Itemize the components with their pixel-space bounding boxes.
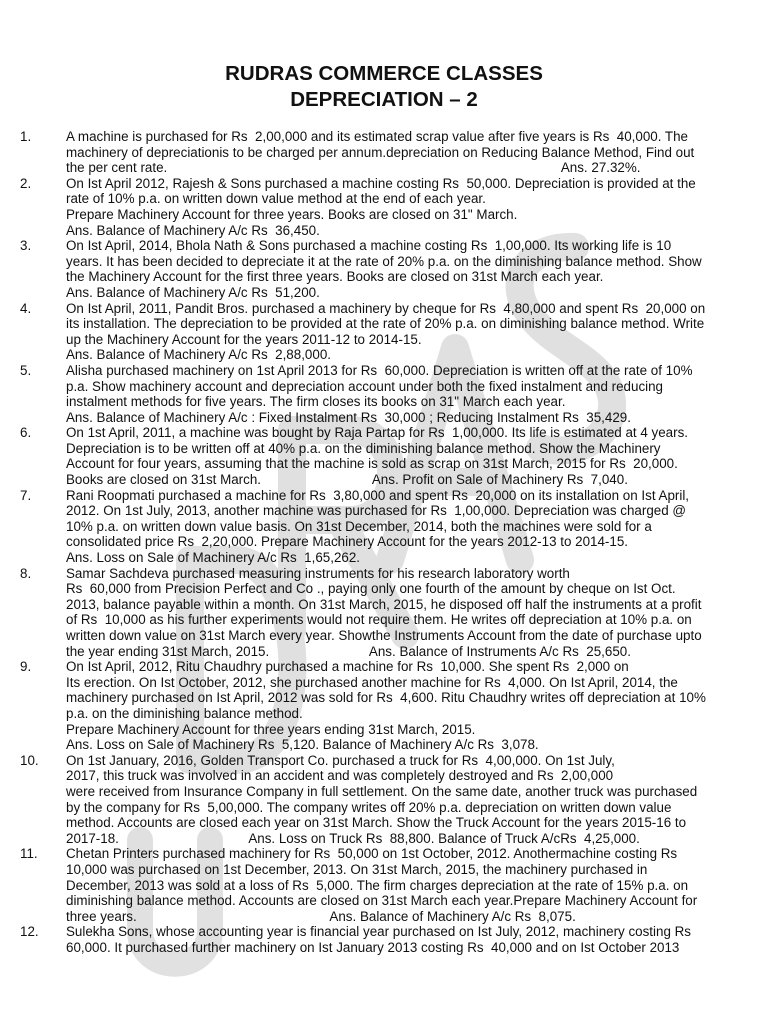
question-text-line: On Ist April, 2011, Pandit Bros. purchased a machinery by cheque for Rs 4,80,000 and spent Rs 20,000 on xyxy=(66,300,706,316)
question-text-line: years. It has been decided to depreciate it at the rate of 20% p.a. on the diminishing balance method. Show xyxy=(66,253,702,269)
question-text-line: Prepare Machinery Account for three years ending 31st March, 2015. xyxy=(66,721,476,737)
question-item xyxy=(0,363,768,425)
question-text-line: p.a. on the diminishing balance method. xyxy=(66,705,303,721)
question-item xyxy=(0,176,768,238)
question-number: 10. xyxy=(20,752,39,768)
question-text-line: December, 2013 was sold at a loss of Rs 5,000. The firm charges depreciation at the rate of 15% p.a. on xyxy=(66,877,689,893)
question-text-line: p.a. Show machinery account and depreciation account under both the fixed instalment and reducing xyxy=(66,378,664,394)
question-text-line: the year ending 31st March, 2015. Ans. Balance of Instruments A/c Rs 25,650. xyxy=(66,643,631,659)
question-text-line: Chetan Printers purchased machinery for Rs 50,000 on 1st October, 2012. Anothermachine costing Rs xyxy=(66,846,678,862)
question-text-line: up the Machinery Account for the years 2011-12 to 2014-15. xyxy=(66,331,422,347)
question-item xyxy=(0,924,768,955)
question-item xyxy=(0,488,768,566)
question-number: 8. xyxy=(20,565,32,581)
question-text-line: On Ist April, 2014, Bhola Nath & Sons purchased a machine costing Rs 1,00,000. Its working life is 10 xyxy=(66,238,672,254)
question-text-line: 2013, balance payable within a month. On 31st March, 2015, he disposed off half the instruments at a profit xyxy=(66,596,702,612)
question-text-line: the per cent rate. Ans. 27.32%. xyxy=(66,160,641,176)
question-list xyxy=(0,129,768,955)
question-text-line: machinery purchased on Ist April, 2012 was sold for Rs 4,600. Ritu Chaudhry writes off depreciation at 10% xyxy=(66,690,706,706)
question-text-line: Books are closed on 31st March. Ans. Profit on Sale of Machinery Rs 7,040. xyxy=(66,472,628,488)
question-text-line: machinery of depreciationis to be charged per annum.depreciation on Reducing Balance Method, Find out xyxy=(66,144,695,160)
question-text-line: Alisha purchased machinery on 1st April 2013 for Rs 60,000. Depreciation is written off at the rate of 10% xyxy=(66,362,693,378)
question-item xyxy=(0,238,768,300)
question-item xyxy=(0,846,768,924)
question-text-line: written down value on 31st March every year. Showthe Instruments Account from the date of purchase upto xyxy=(66,628,702,643)
question-text-line: consolidated price Rs 2,20,000. Prepare Machinery Account for the years 2012-13 to 2014-15. xyxy=(66,534,629,550)
question-item xyxy=(0,301,768,363)
question-number: 9. xyxy=(20,659,32,675)
question-text-line: 2017-18. Ans. Loss on Truck Rs 88,800. Balance of Truck A/cRs 4,25,000. xyxy=(66,830,640,846)
question-text-line: On 1st January, 2016, Golden Transport Co. purchased a truck for Rs 4,00,000. On 1st July, xyxy=(66,752,615,768)
question-text-line: Ans. Balance of Machinery A/c Rs 2,88,000. xyxy=(66,347,331,363)
question-item xyxy=(0,753,768,847)
question-text-line: Ans. Loss on Sale of Machinery A/c Rs 1,65,262. xyxy=(66,550,361,566)
question-text-line: 60,000. It purchased further machinery on Ist January 2013 costing Rs 40,000 and on Ist October 2013 xyxy=(66,939,680,955)
question-text-line: Its erection. On Ist October, 2012, she purchased another machine for Rs 4,000. On Ist April, 2014, the xyxy=(66,674,678,690)
question-number: 12. xyxy=(20,924,39,940)
question-text-line: the Machinery Account for the first three years. Books are closed on 31st March each year. xyxy=(66,269,604,285)
question-text-line: 2017, this truck was involved in an accident and was completely destroyed and Rs 2,00,000 xyxy=(66,768,614,784)
question-text-line: Ans. Balance of Machinery A/c Rs 51,200. xyxy=(66,284,320,300)
question-text-line: Samar Sachdeva purchased measuring instruments for his research laboratory worth xyxy=(66,565,570,581)
question-text-line: Rs 60,000 from Precision Perfect and Co ., paying only one fourth of the amount by cheque on Ist Oct. xyxy=(66,581,676,597)
question-text-line: 10,000 was purchased on 1st December, 2013. On 31st March, 2015, the machinery purchased in xyxy=(66,861,648,877)
question-number: 1. xyxy=(20,129,32,144)
question-item xyxy=(0,425,768,487)
question-item xyxy=(0,566,768,660)
question-text-line: method. Accounts are closed each year on 31st March. Show the Truck Account for the years 2015-16 to xyxy=(66,815,687,831)
question-item xyxy=(0,129,768,176)
question-text-line: rate of 10% p.a. on written down value method at the end of each year. xyxy=(66,191,486,207)
question-text-line: Depreciation is to be written off at 40% p.a. on the diminishing balance method. Show the Machinery xyxy=(66,440,661,456)
question-text-line: A machine is purchased for Rs 2,00,000 and its estimated scrap value after five years is Rs 40,000. The xyxy=(66,129,688,144)
question-text-line: Account for four years, assuming that the machine is sold as scrap on 31st March, 2015 for Rs 20,000. xyxy=(66,456,678,472)
question-number: 6. xyxy=(20,425,32,441)
question-text-line: Prepare Machinery Account for three years. Books are closed on 31" March. xyxy=(66,206,518,222)
question-number: 4. xyxy=(20,300,32,316)
question-text-line: Rani Roopmati purchased a machine for Rs 3,80,000 and spent Rs 20,000 on its installation on Ist April, xyxy=(66,487,690,503)
question-text-line: were received from Insurance Company in full settlement. On the same date, another truck was purchased xyxy=(66,783,698,799)
question-item xyxy=(0,659,768,753)
question-text-line: 2012. On 1st July, 2013, another machine was purchased for Rs 1,00,000. Depreciation was charged @ xyxy=(66,503,686,519)
question-number: 7. xyxy=(20,487,32,503)
question-text-line: Sulekha Sons, whose accounting year is financial year purchased on Ist July, 2012, machinery costing Rs xyxy=(66,924,691,940)
question-text-line: On Ist April, 2012, Ritu Chaudhry purchased a machine for Rs 10,000. She spent Rs 2,000 on xyxy=(66,659,629,675)
question-text-line: three years. Ans. Balance of Machinery A/c Rs 8,075. xyxy=(66,908,576,924)
question-number: 5. xyxy=(20,362,32,378)
question-text-line: 10% p.a. on written down value basis. On 31st December, 2014, both the machines were sold for a xyxy=(66,518,652,534)
question-text-line: by the company for Rs 5,00,000. The company writes off 20% p.a. depreciation on written down value xyxy=(66,799,672,815)
question-text-line: instalment methods for five years. The firm closes its books on 31" March each year. xyxy=(66,394,566,410)
question-number: 11. xyxy=(20,846,38,862)
question-text-line: Ans. Loss on Sale of Machinery Rs 5,120. Balance of Machinery A/c Rs 3,078. xyxy=(66,737,539,753)
question-number: 2. xyxy=(20,175,32,191)
question-text-line: diminishing balance method. Accounts are closed on 31st March each year.Prepare Machinery Account for xyxy=(66,893,698,909)
question-text-line: Ans. Balance of Machinery A/c Rs 36,450. xyxy=(66,222,320,238)
question-number: 3. xyxy=(20,238,32,254)
document-title: RUDRAS COMMERCE CLASSES xyxy=(225,62,543,85)
question-text-line: On Ist April 2012, Rajesh & Sons purchased a machine costing Rs 50,000. Depreciation is provided at the xyxy=(66,175,696,191)
question-text-line: Ans. Balance of Machinery A/c : Fixed Instalment Rs 30,000 ; Reducing Instalment Rs 35,429. xyxy=(66,409,631,425)
question-text-line: of Rs 10,000 as his further experiments would not require them. He writes off depreciation at 10% p.a. on xyxy=(66,612,692,628)
document-subtitle: DEPRECIATION – 2 xyxy=(290,88,478,111)
question-text-line: its installation. The depreciation to be provided at the rate of 20% p.a. on diminishing balance method. Write xyxy=(66,316,705,332)
question-text-line: On 1st April, 2011, a machine was bought by Raja Partap for Rs 1,00,000. Its life is estimated at 4 years. xyxy=(66,425,688,441)
